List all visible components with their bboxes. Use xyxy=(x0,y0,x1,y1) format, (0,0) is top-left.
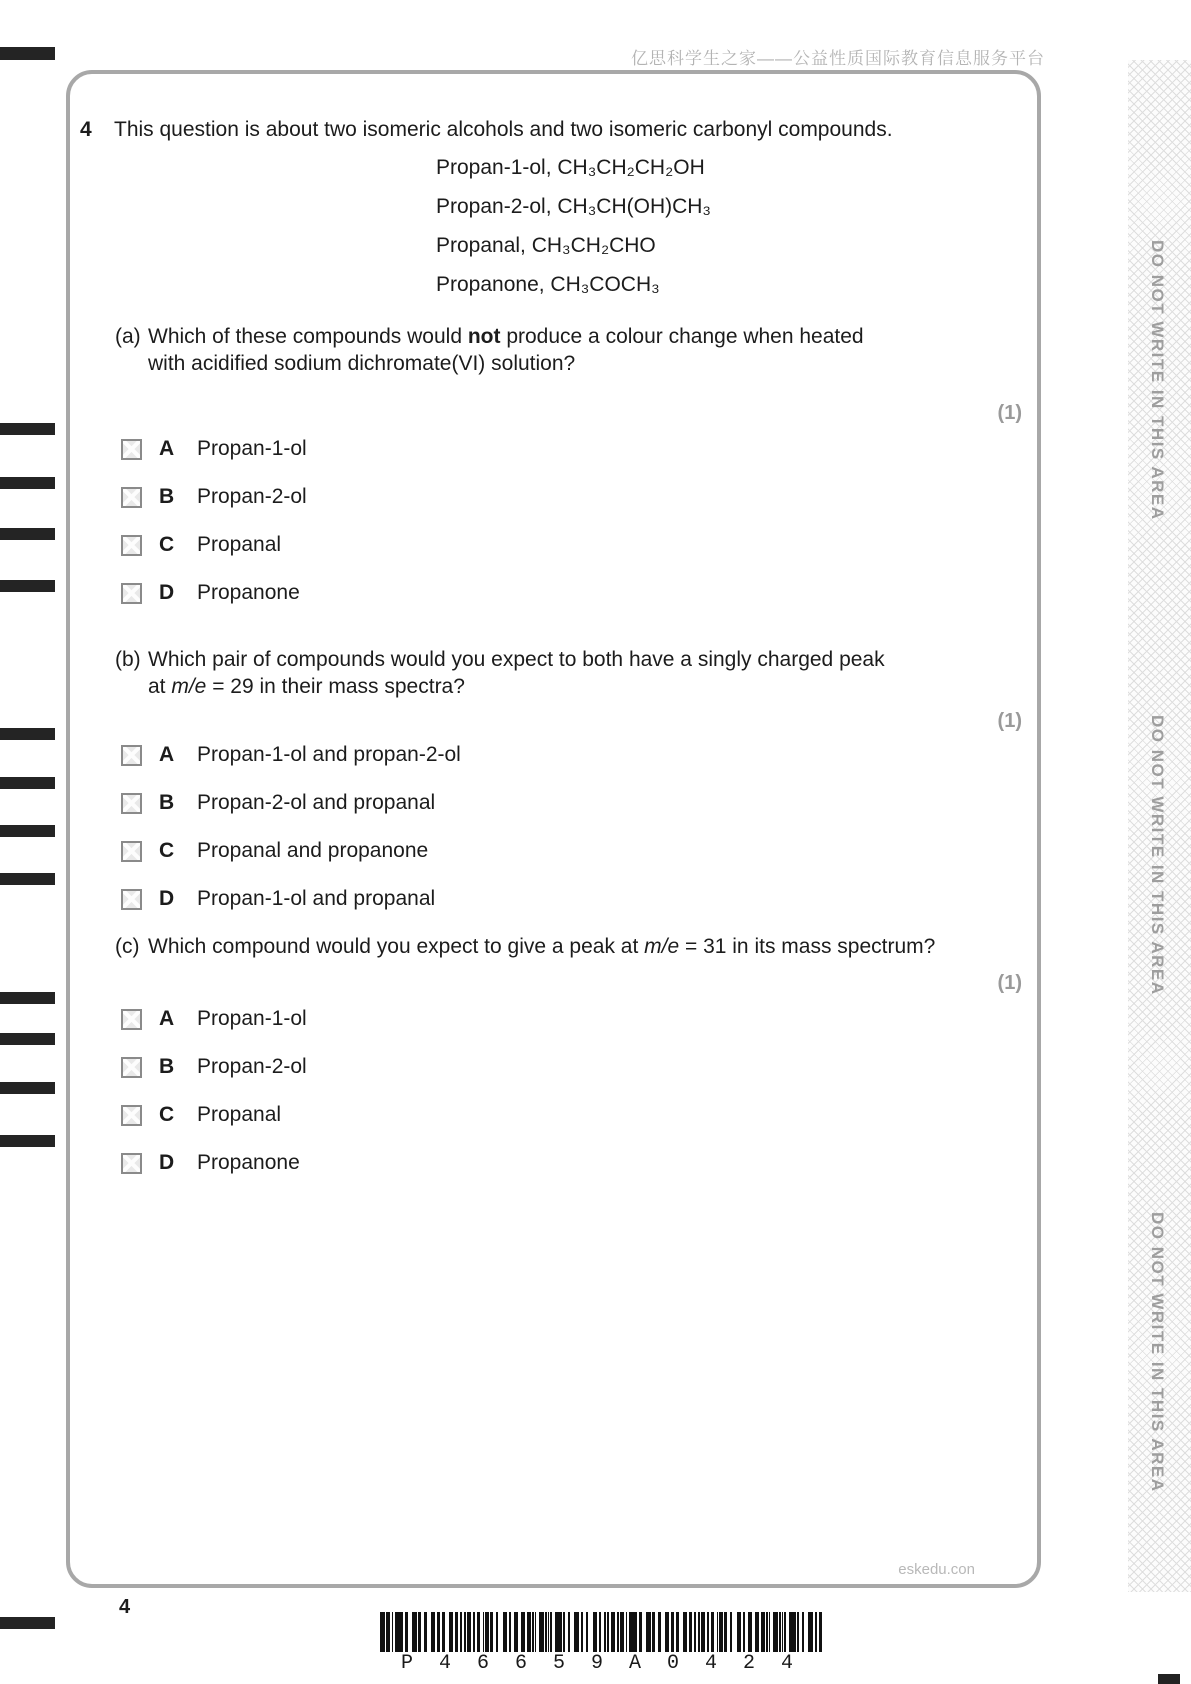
binding-mark xyxy=(0,728,55,740)
barcode-text: P 4 6 6 5 9 A 0 4 2 4 xyxy=(400,1652,796,1675)
platform-header-text: 亿思科学生之家——公益性质国际教育信息服务平台 xyxy=(631,49,1045,68)
option-letter: D xyxy=(159,887,175,910)
registration-mark xyxy=(1158,1674,1180,1684)
stem-text: = 29 in their mass spectra? xyxy=(206,675,465,698)
option-text: Propanal and propanone xyxy=(197,839,429,862)
option-letter: C xyxy=(159,1103,175,1126)
do-not-write-label: DO NOT WRITE IN THIS AREA xyxy=(1148,240,1167,521)
binding-mark xyxy=(0,423,55,435)
answer-checkbox-icon[interactable] xyxy=(121,1153,142,1174)
compound-formula: Propan-1-ol, CH₃CH₂CH₂OH xyxy=(436,156,705,179)
answer-checkbox-icon[interactable] xyxy=(121,1057,142,1078)
compound-formula: Propanone, CH₃COCH₃ xyxy=(436,273,660,296)
part-c-stem xyxy=(148,935,935,959)
binding-mark xyxy=(0,477,55,489)
part-b-label: (b) xyxy=(115,648,141,671)
answer-checkbox-icon[interactable] xyxy=(121,487,142,508)
part-c-marks: (1) xyxy=(997,972,1022,994)
answer-checkbox-icon[interactable] xyxy=(121,1009,142,1030)
answer-checkbox-icon[interactable] xyxy=(121,583,142,604)
stem-text: at xyxy=(148,675,172,698)
binding-mark xyxy=(0,1082,55,1094)
compound-formula: Propan-2-ol, CH₃CH(OH)CH₃ xyxy=(436,195,711,218)
stem-italic-text: m/e xyxy=(644,935,680,958)
stem-text: Which of these compounds would xyxy=(148,325,468,348)
answer-checkbox-icon[interactable] xyxy=(121,745,142,766)
option-letter: A xyxy=(159,743,175,766)
option-text: Propan-1-ol xyxy=(197,437,307,460)
answer-checkbox-icon[interactable] xyxy=(121,535,142,556)
option-text: Propan-2-ol xyxy=(197,485,307,508)
part-c-label: (c) xyxy=(115,935,140,958)
option-letter: D xyxy=(159,581,175,604)
do-not-write-label: DO NOT WRITE IN THIS AREA xyxy=(1148,1212,1167,1493)
part-a-stem-line1 xyxy=(148,325,864,349)
page-number: 4 xyxy=(119,1596,131,1618)
answer-checkbox-icon[interactable] xyxy=(121,841,142,862)
binding-mark xyxy=(0,992,55,1004)
option-text: Propanal xyxy=(197,1103,282,1126)
stem-text: produce a colour change when heated xyxy=(500,325,864,348)
option-text: Propanone xyxy=(197,581,300,604)
barcode xyxy=(380,1612,822,1652)
binding-mark xyxy=(0,873,55,885)
option-letter: B xyxy=(159,485,175,508)
option-row-c-D xyxy=(121,1151,300,1175)
option-letter: A xyxy=(159,437,175,460)
option-row-b-D xyxy=(121,887,435,911)
option-row-b-B xyxy=(121,791,435,815)
option-row-c-A xyxy=(121,1007,307,1031)
option-letter: B xyxy=(159,791,175,814)
option-letter: D xyxy=(159,1151,175,1174)
option-row-a-B xyxy=(121,485,307,509)
do-not-write-label: DO NOT WRITE IN THIS AREA xyxy=(1148,715,1167,996)
question-page-frame xyxy=(66,70,1041,1588)
option-letter: B xyxy=(159,1055,175,1078)
option-letter: C xyxy=(159,839,175,862)
part-b-stem-line1: Which pair of compounds would you expect to both have a singly charged peak xyxy=(148,648,885,671)
option-text: Propan-1-ol xyxy=(197,1007,307,1030)
option-row-c-B xyxy=(121,1055,307,1079)
answer-checkbox-icon[interactable] xyxy=(121,1105,142,1126)
option-row-c-C xyxy=(121,1103,281,1127)
option-row-b-A xyxy=(121,743,461,767)
answer-checkbox-icon[interactable] xyxy=(121,439,142,460)
binding-mark xyxy=(0,825,55,837)
option-letter: C xyxy=(159,533,175,556)
stem-italic-text: m/e xyxy=(171,675,207,698)
binding-mark xyxy=(0,1135,55,1147)
option-row-a-A xyxy=(121,437,307,461)
option-row-a-D xyxy=(121,581,300,605)
option-row-b-C xyxy=(121,839,428,863)
stem-text: Which compound would you expect to give a peak at xyxy=(148,935,645,958)
binding-mark xyxy=(0,1033,55,1045)
binding-mark xyxy=(0,528,55,540)
stem-bold-text: not xyxy=(467,325,501,348)
question-number: 4 xyxy=(80,118,92,141)
option-text: Propan-1-ol and propan-2-ol xyxy=(197,743,461,766)
option-text: Propan-1-ol and propanal xyxy=(197,887,436,910)
part-b-marks: (1) xyxy=(997,710,1022,732)
option-text: Propan-2-ol xyxy=(197,1055,307,1078)
part-a-stem-line2: with acidified sodium dichromate(VI) solution? xyxy=(148,352,576,375)
binding-mark xyxy=(0,47,55,60)
part-b-stem-line2 xyxy=(148,675,465,699)
stem-text: = 31 in its mass spectrum? xyxy=(679,935,936,958)
part-a-label: (a) xyxy=(115,325,141,348)
binding-mark xyxy=(0,1617,55,1629)
question-intro: This question is about two isomeric alcohols and two isomeric carbonyl compounds. xyxy=(114,118,893,141)
watermark-text: eskedu.con xyxy=(898,1561,975,1578)
binding-mark xyxy=(0,580,55,592)
compound-formula: Propanal, CH₃CH₂CHO xyxy=(436,234,656,257)
option-text: Propan-2-ol and propanal xyxy=(197,791,436,814)
do-not-write-strip xyxy=(1128,60,1191,1592)
option-row-a-C xyxy=(121,533,281,557)
answer-checkbox-icon[interactable] xyxy=(121,793,142,814)
answer-checkbox-icon[interactable] xyxy=(121,889,142,910)
option-text: Propanal xyxy=(197,533,282,556)
option-text: Propanone xyxy=(197,1151,300,1174)
binding-mark xyxy=(0,777,55,789)
option-letter: A xyxy=(159,1007,175,1030)
part-a-marks: (1) xyxy=(997,402,1022,424)
